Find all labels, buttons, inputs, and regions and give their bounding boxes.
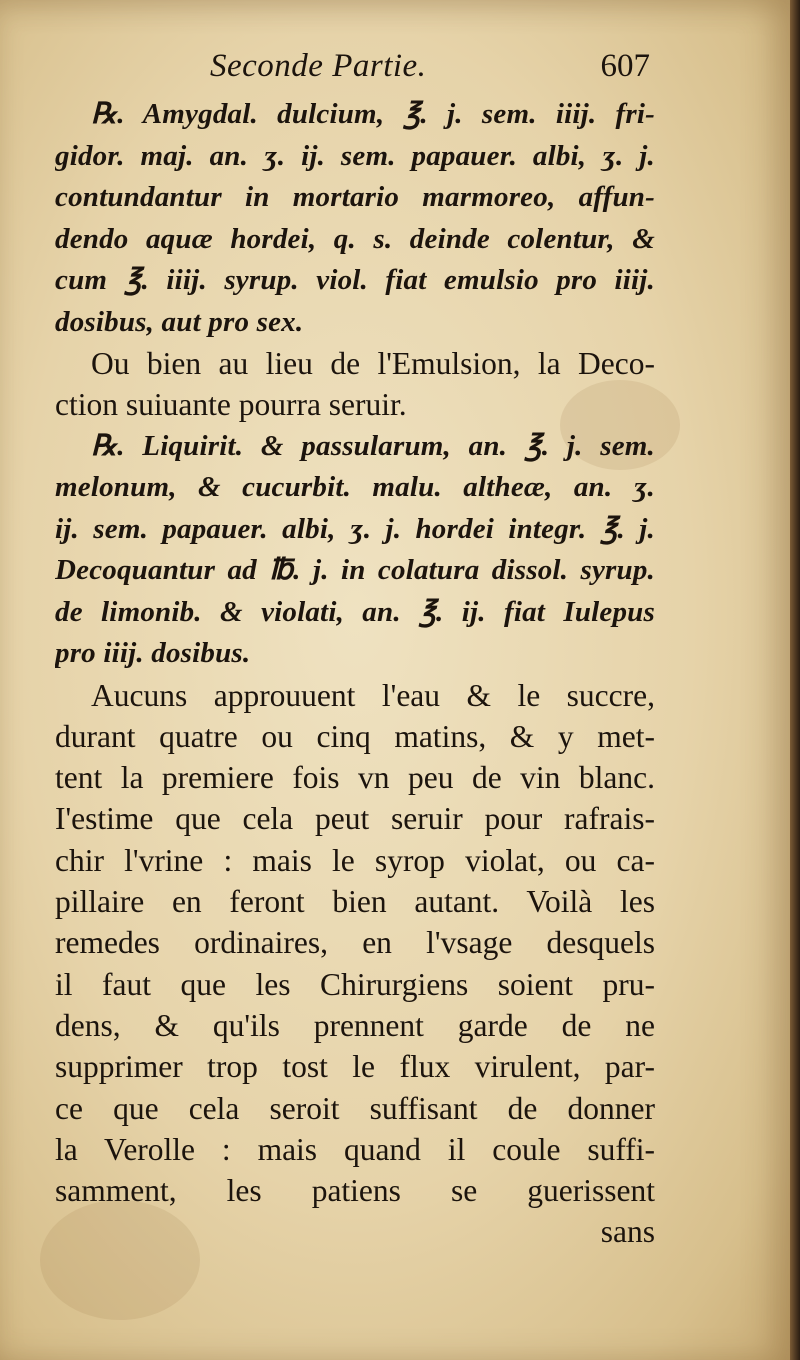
text-line: dens, & qu'ils prennent garde de ne	[55, 1007, 655, 1043]
text-line: chir l'vrine : mais le syrop violat, ou ca-	[55, 842, 655, 878]
text-line: pro iiij. dosibus.	[55, 637, 251, 670]
text-line: I'estime que cela peut seruir pour rafrais-	[55, 801, 655, 837]
text-line: durant quatre ou cinq matins, & y met-	[55, 718, 655, 754]
text-line: tent la premiere fois vn peu de vin blanc.	[55, 760, 655, 796]
text-body	[55, 94, 655, 1253]
text-line: pillaire en feront bien autant. Voilà les	[55, 884, 655, 920]
text-line: remedes ordinaires, en l'vsage desquels	[55, 925, 655, 961]
text-line: Ou bien au lieu de l'Emulsion, la Deco-	[91, 346, 655, 381]
text-line: Aucuns approuuent l'eau & le succre,	[91, 677, 655, 713]
text-line: ℞. Liquirit. & passularum, an. ℥. j. sem.	[91, 429, 655, 462]
text-line: la Verolle : mais quand il coule suffi-	[55, 1131, 655, 1167]
text-line: melonum, & cucurbit. malu. altheæ, an. ʒ.	[55, 471, 655, 504]
running-title: Seconde Partie.	[210, 48, 427, 84]
text-line: sans	[600, 1214, 655, 1250]
text-line: ction suiuante pourra seruir.	[55, 387, 407, 423]
text-line: samment, les patiens se guerissent	[55, 1173, 655, 1209]
page-edge	[790, 0, 800, 1360]
page-header	[60, 48, 650, 92]
text-line: il faut que les Chirurgiens soient pru-	[55, 966, 655, 1002]
text-line: ij. sem. papauer. albi, ʒ. j. hordei integr. ℥. j.	[55, 512, 655, 545]
text-line: contundantur in mortario marmoreo, affun-	[55, 181, 655, 213]
text-line: ℞. Amygdal. dulcium, ℥. j. sem. iiij. fri-	[91, 98, 655, 130]
page-number: 607	[600, 48, 650, 84]
text-line: dendo aquæ hordei, q. s. deinde colentur, &	[55, 222, 655, 255]
text-line: cum ℥. iiij. syrup. viol. fiat emulsio pro iiij.	[55, 264, 655, 296]
text-line: supprimer trop tost le flux virulent, par-	[55, 1049, 655, 1085]
text-line: ce que cela seroit suffisant de donner	[55, 1090, 655, 1126]
text-line: de limonib. & violati, an. ℥. ij. fiat Iulepus	[55, 595, 655, 628]
text-line: dosibus, aut pro sex.	[55, 305, 304, 338]
text-line: Decoquantur ad ℔. j. in colatura dissol. syrup.	[55, 554, 655, 587]
text-line: gidor. maj. an. ʒ. ij. sem. papauer. albi, ʒ. j.	[55, 139, 655, 172]
